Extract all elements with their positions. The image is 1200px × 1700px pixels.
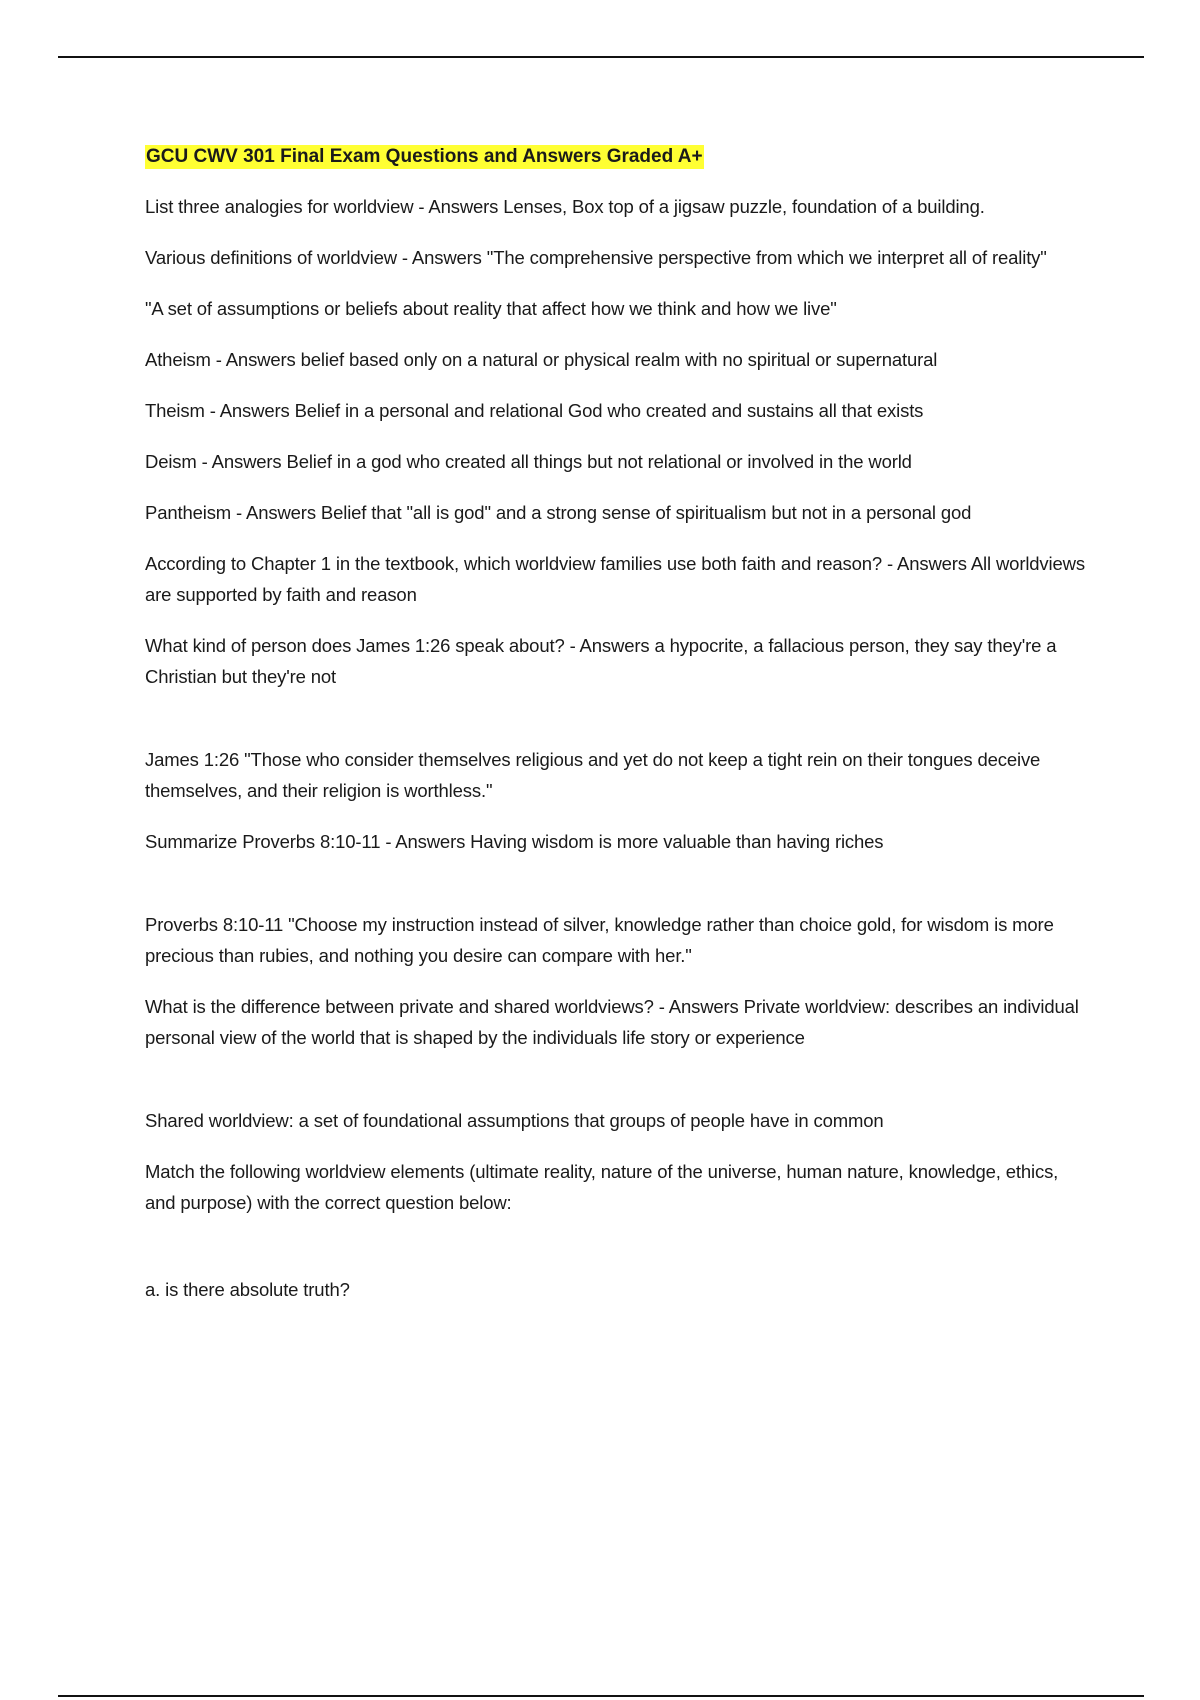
paragraph-match-elements: Match the following worldview elements (ultimate reality, nature of the universe, human nature, knowledge, ethics, and purpose) with the correct question below: (145, 1161, 1059, 1213)
paragraph-definitions: Various definitions of worldview - Answers "The comprehensive perspective from which we interpret all of reality" (145, 247, 1047, 268)
paragraph-faith-reason: According to Chapter 1 in the textbook, which worldview families use both faith and reason? - Answers All worldviews are supported by faith and reason (145, 553, 1085, 605)
paragraph-pantheism: Pantheism - Answers Belief that "all is god" and a strong sense of spiritualism but not in a personal god (145, 502, 972, 523)
paragraph-private-shared: What is the difference between private and shared worldviews? - Answers Private worldview: describes an individual personal view of the world that is shaped by the individuals life story or experience (145, 996, 1079, 1048)
paragraph-deism: Deism - Answers Belief in a god who created all things but not relational or involved in the world (145, 451, 912, 472)
paragraph-james-question: What kind of person does James 1:26 speak about? - Answers a hypocrite, a fallacious person, they say they're a Christian but they're not (145, 635, 1057, 687)
header-rule (58, 56, 1144, 58)
paragraph-analogies: List three analogies for worldview - Answers Lenses, Box top of a jigsaw puzzle, foundation of a building. (145, 196, 985, 217)
paragraph-proverbs-summary: Summarize Proverbs 8:10-11 - Answers Having wisdom is more valuable than having riches (145, 831, 884, 852)
paragraph-assumptions: "A set of assumptions or beliefs about reality that affect how we think and how we live" (145, 298, 837, 319)
document-title: GCU CWV 301 Final Exam Questions and Answers Graded A+ (146, 146, 703, 167)
document-body (145, 145, 1090, 1325)
paragraph-atheism: Atheism - Answers belief based only on a natural or physical realm with no spiritual or supernatural (145, 349, 938, 370)
footer-rule (58, 1695, 1144, 1697)
paragraph-absolute-truth: a. is there absolute truth? (145, 1279, 350, 1300)
paragraph-proverbs-quote: Proverbs 8:10-11 "Choose my instruction instead of silver, knowledge rather than choice gold, for wisdom is more precious than rubies, and nothing you desire can compare with her." (145, 914, 1054, 966)
paragraph-james-quote: James 1:26 "Those who consider themselves religious and yet do not keep a tight rein on their tongues deceive themselves, and their religion is worthless." (145, 749, 1041, 801)
paragraph-theism: Theism - Answers Belief in a personal and relational God who created and sustains all that exists (145, 400, 924, 421)
paragraph-shared-worldview: Shared worldview: a set of foundational assumptions that groups of people have in common (145, 1110, 884, 1131)
